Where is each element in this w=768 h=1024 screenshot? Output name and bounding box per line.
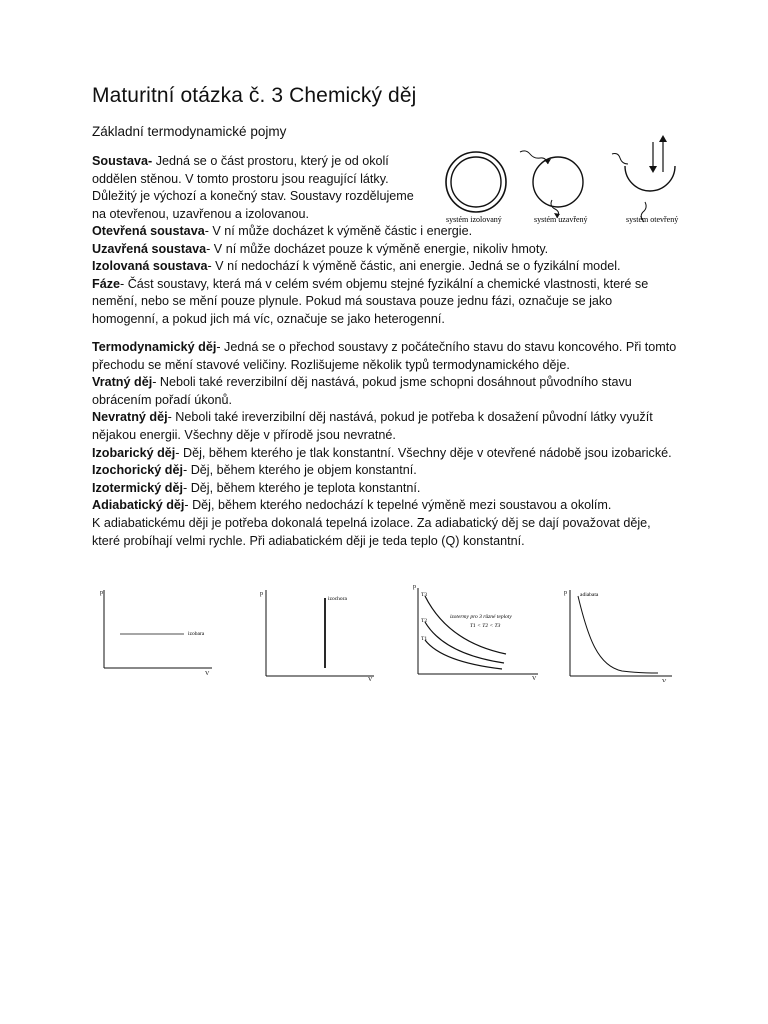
- isotherm-caption-line1: izotermy pro 3 různé teploty: [450, 614, 512, 620]
- definition-text: - V ní může docházet k výměně částic i energie.: [204, 224, 473, 238]
- isobar-y-label: p: [100, 590, 103, 596]
- isotherm-x-label: V: [532, 676, 537, 682]
- intro-term: Soustava-: [92, 154, 153, 168]
- definition-adiabatic: [92, 497, 682, 515]
- open-system-vessel: [625, 166, 675, 191]
- adiabat-curve-label: adiabata: [580, 592, 599, 598]
- section-subtitle: Základní termodynamické pojmy: [92, 124, 287, 139]
- definition-term: Termodynamický děj: [92, 340, 217, 354]
- label-closed-system: systém uzavřený: [534, 215, 588, 224]
- isochor-curve-label: izochora: [328, 596, 347, 602]
- graph-isochor: [260, 590, 374, 682]
- definition-term: Uzavřená soustava: [92, 241, 207, 256]
- open-arrowhead-up: [659, 135, 667, 142]
- adiabat-curve: [578, 596, 658, 673]
- isolated-system-inner: [451, 157, 501, 207]
- isobar-curve-label: izobara: [188, 631, 205, 637]
- graph-isobar: [100, 590, 212, 677]
- definition-text: - Děj, během kterého nedochází k tepelné výměně mezi soustavou a okolím.: [184, 498, 612, 513]
- isotherm-curve-t1: [425, 640, 502, 669]
- definition-text: - V ní může docházet pouze k výměně energie, nikoliv hmoty.: [206, 241, 549, 256]
- definition-term: Fáze: [92, 276, 120, 291]
- page-title: Maturitní otázka č. 3 Chemický děj: [92, 84, 417, 107]
- definition-text: - Část soustavy, která má v celém svém objemu stejné fyzikální a chemické vlastnosti, které se nemění, nebo se mění pouze plynule. Pokud má soustava pouze jednu fázi, označuje se jako homogenní, a pokud jich má víc, označuje se jako heterogenní.: [92, 276, 649, 326]
- adiabat-x-label: V: [662, 679, 667, 682]
- definition-term: Izobarický děj: [92, 445, 176, 460]
- definition-text: - Děj, během kterého je teplota konstantní.: [183, 480, 421, 495]
- definition-term: Vratný děj: [92, 375, 153, 390]
- isotherm-label-t3: T3: [421, 592, 428, 598]
- intro-paragraph: [92, 153, 422, 223]
- definition-term: Nevratný děj: [92, 410, 168, 425]
- definition-text: - Neboli také reverzibilní děj nastává, pokud jsme schopni dosáhnout původního stavu obrácením pořadí úkonů.: [92, 375, 632, 407]
- definition-term: Adiabatický děj: [92, 498, 185, 513]
- definitions-block-b: [92, 339, 682, 550]
- adiabat-y-label: p: [564, 590, 567, 596]
- open-arrowhead-down: [649, 166, 657, 173]
- graph-isotherms: [413, 584, 538, 682]
- definition-text: - Neboli také ireverzibilní děj nastává, pokud je potřeba k dosažení původní látky využít nějakou energii. Všechny děje v přírodě jsou nevratné.: [92, 410, 653, 442]
- isotherm-y-label: p: [413, 584, 416, 590]
- definition-term: Otevřená soustava: [92, 224, 205, 238]
- isochor-x-label: V: [368, 677, 373, 682]
- definition-thermodynamic-process: [92, 339, 682, 374]
- closed-arrowhead-in: [544, 159, 551, 164]
- label-open-system: systém otevřený: [626, 215, 679, 224]
- graph-adiabat: [564, 590, 672, 682]
- definition-term: Izotermický děj: [92, 480, 183, 495]
- system-types-figure: [440, 130, 690, 230]
- label-isolated-system: systém izolovaný: [446, 215, 502, 224]
- definition-open-system: [92, 223, 672, 241]
- definition-isobaric: [92, 445, 682, 463]
- isolated-system-outer: [446, 152, 506, 212]
- open-system-heat-arrow: [612, 154, 628, 165]
- isotherm-label-t1: T1: [421, 636, 428, 642]
- definition-irreversible: [92, 409, 682, 444]
- definition-text: - V ní nedochází k výměně částic, ani energie. Jedná se o fyzikální model.: [207, 259, 621, 274]
- definition-text: - Jedná se o přechod soustavy z počátečního stavu do stavu koncového. Při tomto přechodu se mění stavové veličiny. Rozlišujeme několik typů termodynamického děje.: [92, 340, 677, 372]
- isotherm-caption-line2: T1 < T2 < T3: [470, 623, 501, 629]
- definition-isothermal: [92, 480, 682, 498]
- definition-closed-system: [92, 241, 672, 259]
- definition-reversible: [92, 374, 682, 409]
- intro-text: Jedná se o část prostoru, který je od okolí oddělen stěnou. V tomto prostoru jsou reagující látky. Důležitý je výchozí a konečný stav. Soustavy rozdělujeme na otevřenou, uzavřenou a izolovanou.: [92, 154, 414, 221]
- closed-system-circle: [533, 157, 583, 207]
- definition-text: - Děj, během kterého je tlak konstantní. Všechny děje v otevřené nádobě jsou izobarické.: [175, 445, 672, 460]
- definition-isolated-system: [92, 258, 672, 276]
- isotherm-label-t2: T2: [421, 618, 428, 624]
- isobar-x-label: V: [205, 671, 210, 677]
- definition-text: - Děj, během kterého je objem konstantní.: [183, 463, 417, 478]
- definition-term: Izolovaná soustava: [92, 259, 208, 274]
- isochor-y-label: p: [260, 591, 263, 597]
- definition-text: K adiabatickému ději je potřeba dokonalá tepelná izolace. Za adiabatický děj se dají považovat děje, které probíhají velmi rychle. Při adiabatickém ději je teda teplo (Q) konstantní.: [92, 515, 651, 548]
- definition-isochoric: [92, 462, 682, 480]
- definition-term: Izochorický děj: [92, 463, 183, 478]
- definitions-block-a: [92, 223, 672, 329]
- adiabatic-note: [92, 515, 682, 550]
- process-graphs: [92, 582, 692, 682]
- definition-phase: [92, 276, 672, 329]
